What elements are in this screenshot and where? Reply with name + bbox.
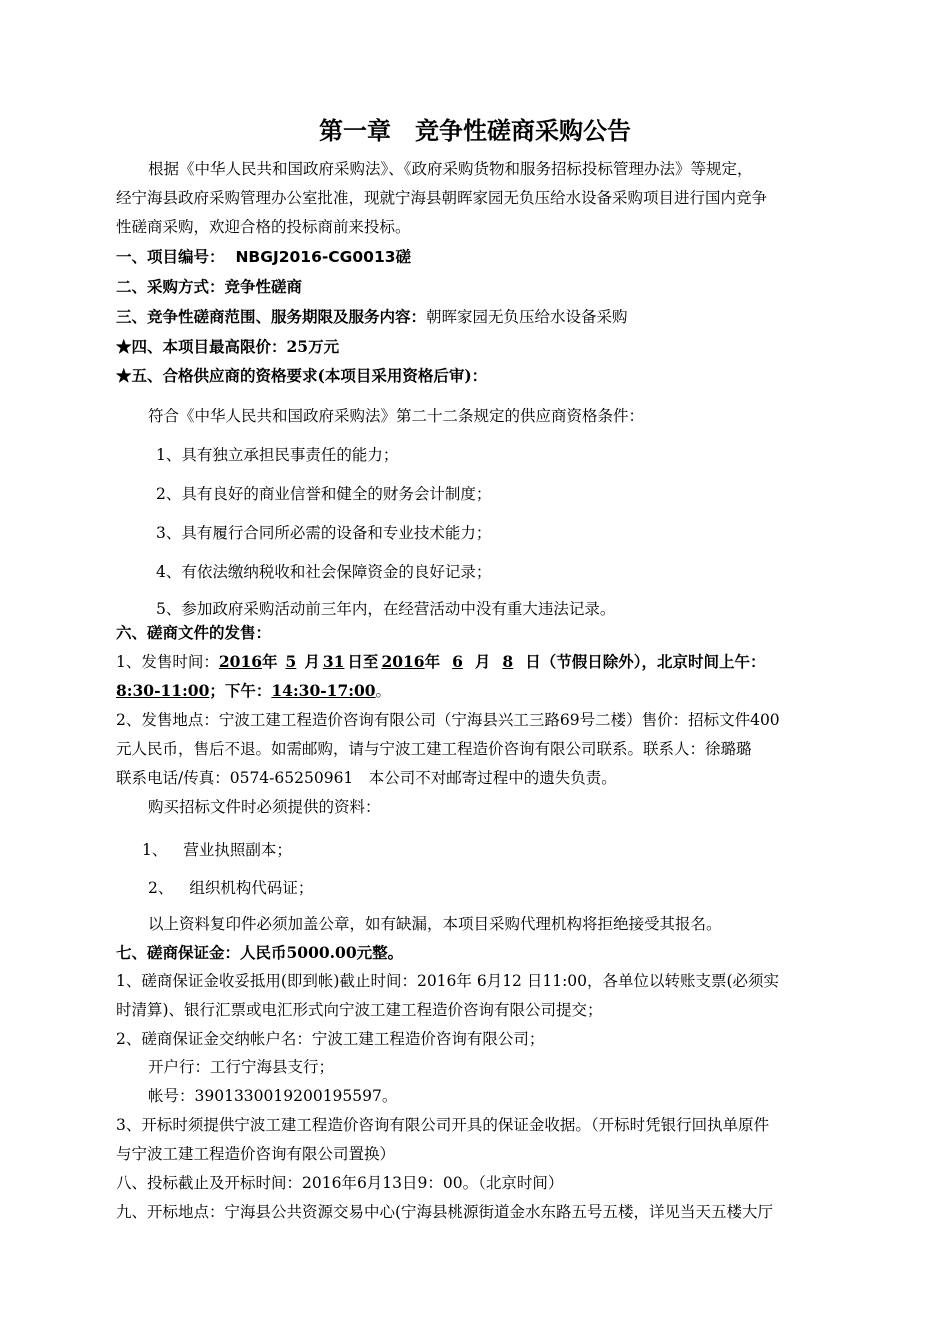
- year-char: 年: [424, 652, 441, 671]
- docs-note: 以上资料复印件必须加盖公章，如有缺漏，本项目采购代理机构将拒绝接受其报名。: [148, 915, 722, 933]
- sale-time-line: [116, 651, 765, 673]
- section-4: ★四、本项目最高限价：25万元: [116, 337, 340, 356]
- doc-item: [142, 839, 292, 861]
- sale-start-day: 31: [322, 652, 345, 671]
- sale-place-line: 元人民币，售后不退。如需邮购，请与宁波工建工程造价咨询有限公司联系。联系人：徐璐璐: [116, 740, 752, 758]
- doc-item: [148, 877, 313, 899]
- deposit-line: 3、开标时须提供宁波工建工程造价咨询有限公司开具的保证金收据。（开标时凭银行回执单原件: [116, 1116, 770, 1134]
- deposit-line: 时清算)、银行汇票或电汇形式向宁波工建工程造价咨询有限公司提交；: [116, 1001, 603, 1019]
- deposit-account-number: 帐号：3901330019200195597。: [148, 1087, 398, 1105]
- section-3-label: 三、竞争性磋商范围、服务期限及服务内容：: [116, 307, 427, 326]
- doc-item-text: 营业执照副本；: [183, 841, 292, 859]
- doc-item-number: 2、: [148, 879, 174, 897]
- sale-end-day: 8: [502, 652, 514, 671]
- month-char: 月: [474, 652, 491, 671]
- qualification-item: 1、具有独立承担民事责任的能力；: [156, 446, 399, 464]
- section-6: 六、磋商文件的发售：: [116, 623, 272, 642]
- section-2: 二、采购方式：竞争性磋商: [116, 277, 303, 296]
- section-1-label: 一、项目编号：: [116, 247, 225, 266]
- sale-end-month: 6: [452, 652, 463, 671]
- intro-line-3: 性磋商采购，欢迎合格的投标商前来投标。: [116, 218, 411, 236]
- afternoon-hours: 14:30-17:00: [271, 681, 376, 700]
- sale-time-label: 1、发售时间：: [116, 653, 219, 671]
- section-8: 八、投标截止及开标时间：2016年6月13日9：00。（北京时间）: [116, 1174, 564, 1192]
- section-5: ★五、合格供应商的资格要求(本项目采用资格后审)：: [116, 366, 488, 385]
- qualification-intro: 符合《中华人民共和国政府采购法》第二十二条规定的供应商资格条件：: [148, 407, 645, 425]
- deposit-line: 1、磋商保证金收妥抵用(即到帐)截止时间：2016年 6月12 日11:00，各单位以转账支票(必须实: [116, 972, 780, 990]
- section-1: [116, 246, 411, 268]
- doc-item-number: 1、: [142, 841, 168, 859]
- day-char: 日: [525, 652, 541, 671]
- year-char: 年: [262, 652, 278, 671]
- sale-place-line: 2、发售地点：宁波工建工程造价咨询有限公司（宁海县兴工三路69号二楼）售价：招标文件400: [116, 711, 780, 729]
- deposit-account-name: 2、磋商保证金交纳帐户名：宁波工建工程造价咨询有限公司；: [116, 1030, 545, 1048]
- period-char: 。: [375, 682, 392, 700]
- morning-hours: 8:30-11:00: [116, 681, 210, 700]
- afternoon-label: ；下午：: [209, 681, 272, 700]
- sale-end-year: 2016: [381, 652, 425, 671]
- deposit-line: 与宁波工建工程造价咨询有限公司置换）: [116, 1145, 396, 1163]
- qualification-item: 3、具有履行合同所必需的设备和专业技术能力；: [156, 524, 492, 542]
- sale-time-suffix: （节假日除外），北京时间上午：: [540, 652, 766, 671]
- section-3-value: 朝晖家园无负压给水设备采购: [426, 308, 628, 326]
- sale-start-month: 5: [285, 652, 297, 671]
- deposit-bank: 开户行：工行宁海县支行；: [148, 1058, 335, 1076]
- project-number: NBGJ2016-CG0013磋: [235, 248, 412, 266]
- day-to-char: 日至: [347, 652, 379, 671]
- sale-start-year: 2016: [218, 652, 263, 671]
- qualification-item: 4、有依法缴纳税收和社会保障资金的良好记录；: [156, 563, 492, 581]
- docs-intro: 购买招标文件时必须提供的资料：: [148, 798, 381, 816]
- intro-line-2: 经宁海县政府采购管理办公室批准，现就宁海县朝晖家园无负压给水设备采购项目进行国内竞争: [116, 189, 768, 207]
- section-9: 九、开标地点：宁海县公共资源交易中心(宁海县桃源街道金水东路五号五楼，详见当天五楼大厅: [116, 1203, 774, 1221]
- section-7: 七、磋商保证金：人民币5000.00元整。: [116, 943, 404, 962]
- section-3: [116, 306, 628, 328]
- doc-item-text: 组织机构代码证；: [189, 879, 314, 897]
- month-char: 月: [304, 652, 320, 671]
- qualification-item: 5、参加政府采购活动前三年内，在经营活动中没有重大违法记录。: [156, 600, 616, 618]
- contact-line: 联系电话/传真：0574-65250961 本公司不对邮寄过程中的遗失负责。: [116, 769, 617, 787]
- page-title: 第一章 竞争性磋商采购公告: [319, 117, 631, 145]
- qualification-item: 2、具有良好的商业信誉和健全的财务会计制度；: [156, 485, 492, 503]
- sale-hours-line: [116, 680, 391, 702]
- intro-line-1: 根据《中华人民共和国政府采购法》、《政府采购货物和服务招标投标管理办法》等规定，: [148, 160, 753, 178]
